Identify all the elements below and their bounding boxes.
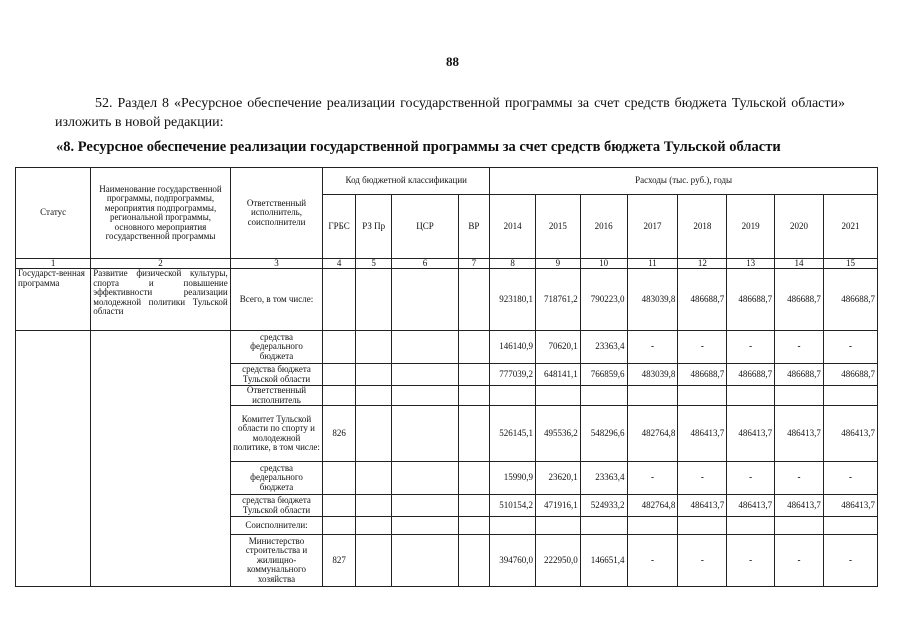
code-cell bbox=[458, 462, 490, 495]
value-cell: 486413,7 bbox=[678, 406, 727, 462]
value-cell: 394760,0 bbox=[490, 535, 536, 587]
value-cell: 495536,2 bbox=[535, 406, 580, 462]
grbs-cell: 827 bbox=[323, 535, 356, 587]
grbs-cell: 826 bbox=[323, 406, 356, 462]
code-cell bbox=[355, 331, 392, 364]
value-cell: 15990,9 bbox=[490, 462, 536, 495]
value-cell: - bbox=[775, 331, 824, 364]
value-cell: 486688,7 bbox=[775, 269, 824, 331]
status-cell-empty bbox=[16, 331, 91, 587]
value-cell: - bbox=[678, 462, 727, 495]
column-number: 10 bbox=[580, 259, 627, 269]
value-cell bbox=[823, 517, 877, 535]
value-cell: - bbox=[727, 535, 775, 587]
value-cell bbox=[490, 517, 536, 535]
value-cell: 486688,7 bbox=[678, 364, 727, 386]
grbs-cell bbox=[323, 364, 356, 386]
value-cell: 486413,7 bbox=[678, 495, 727, 517]
value-cell: 486688,7 bbox=[775, 364, 824, 386]
value-cell: 486688,7 bbox=[678, 269, 727, 331]
header-vr: ВР bbox=[458, 195, 490, 259]
page-number: 88 bbox=[446, 54, 459, 69]
code-cell bbox=[392, 331, 458, 364]
value-cell: 486688,7 bbox=[727, 364, 775, 386]
value-cell bbox=[823, 386, 877, 406]
column-number-row bbox=[16, 259, 878, 269]
row-label: Всего, в том числе: bbox=[230, 269, 323, 331]
code-cell bbox=[392, 364, 458, 386]
grbs-cell bbox=[323, 386, 356, 406]
value-cell bbox=[727, 517, 775, 535]
code-cell bbox=[355, 517, 392, 535]
value-cell: 146140,9 bbox=[490, 331, 536, 364]
code-cell bbox=[355, 535, 392, 587]
value-cell: 146651,4 bbox=[580, 535, 627, 587]
table-body bbox=[16, 269, 878, 587]
grbs-cell bbox=[323, 269, 356, 331]
column-number: 6 bbox=[392, 259, 458, 269]
section-heading: «8. Ресурсное обеспечение реализации государственной программы за счет средств бюджета Тульской области bbox=[56, 139, 781, 155]
value-cell: - bbox=[727, 462, 775, 495]
value-cell: - bbox=[823, 535, 877, 587]
header-year: 2014 bbox=[490, 195, 536, 259]
value-cell: 486688,7 bbox=[823, 269, 877, 331]
code-cell bbox=[392, 495, 458, 517]
code-cell bbox=[355, 462, 392, 495]
code-cell bbox=[458, 386, 490, 406]
value-cell: 526145,1 bbox=[490, 406, 536, 462]
value-cell bbox=[580, 386, 627, 406]
header-year: 2016 bbox=[580, 195, 627, 259]
column-number: 8 bbox=[490, 259, 536, 269]
value-cell: 486413,7 bbox=[727, 406, 775, 462]
code-cell bbox=[458, 406, 490, 462]
code-cell bbox=[392, 535, 458, 587]
header-budget-code: Код бюджетной классификации bbox=[323, 168, 490, 195]
table-row bbox=[16, 331, 878, 364]
column-number: 12 bbox=[678, 259, 727, 269]
code-cell bbox=[458, 269, 490, 331]
value-cell: 486413,7 bbox=[823, 495, 877, 517]
program-name-cell-empty bbox=[91, 331, 230, 587]
value-cell bbox=[678, 517, 727, 535]
code-cell bbox=[392, 269, 458, 331]
column-number: 4 bbox=[323, 259, 356, 269]
value-cell: 486413,7 bbox=[823, 406, 877, 462]
header-year: 2015 bbox=[535, 195, 580, 259]
value-cell: - bbox=[823, 462, 877, 495]
value-cell: 486413,7 bbox=[775, 406, 824, 462]
value-cell: 483039,8 bbox=[627, 269, 678, 331]
header-year: 2017 bbox=[627, 195, 678, 259]
value-cell: 790223,0 bbox=[580, 269, 627, 331]
value-cell: 70620,1 bbox=[535, 331, 580, 364]
grbs-cell bbox=[323, 462, 356, 495]
value-cell: - bbox=[823, 331, 877, 364]
value-cell: 648141,1 bbox=[535, 364, 580, 386]
value-cell bbox=[775, 517, 824, 535]
value-cell: 524933,2 bbox=[580, 495, 627, 517]
value-cell bbox=[490, 386, 536, 406]
header-year: 2020 bbox=[775, 195, 824, 259]
value-cell: 718761,2 bbox=[535, 269, 580, 331]
column-number: 2 bbox=[91, 259, 230, 269]
code-cell bbox=[458, 364, 490, 386]
header-year: 2021 bbox=[823, 195, 877, 259]
header-responsible: Ответственный исполнитель, соисполнители bbox=[230, 168, 323, 259]
column-number: 11 bbox=[627, 259, 678, 269]
value-cell: 23363,4 bbox=[580, 331, 627, 364]
column-number: 15 bbox=[823, 259, 877, 269]
value-cell: 510154,2 bbox=[490, 495, 536, 517]
status-cell: Государст-венная программа bbox=[16, 269, 91, 331]
grbs-cell bbox=[323, 495, 356, 517]
program-name-cell: Развитие физической культуры, спорта и повышение эффективности реализации молодежной политики Тульской области bbox=[91, 269, 230, 331]
value-cell: 486688,7 bbox=[727, 269, 775, 331]
column-number: 1 bbox=[16, 259, 91, 269]
header-status: Статус bbox=[16, 168, 91, 259]
value-cell: - bbox=[775, 535, 824, 587]
header-rzpr: РЗ Пр bbox=[355, 195, 392, 259]
code-cell bbox=[458, 517, 490, 535]
row-label: средства бюджета Тульской области bbox=[230, 495, 323, 517]
code-cell bbox=[355, 269, 392, 331]
header-expenses: Расходы (тыс. руб.), годы bbox=[490, 168, 878, 195]
value-cell: 23620,1 bbox=[535, 462, 580, 495]
code-cell bbox=[458, 535, 490, 587]
value-cell bbox=[627, 386, 678, 406]
code-cell bbox=[355, 364, 392, 386]
code-cell bbox=[392, 406, 458, 462]
value-cell bbox=[580, 517, 627, 535]
intro-paragraph: 52. Раздел 8 «Ресурсное обеспечение реализации государственной программы за счет средств бюджета Тульской области» изложить в новой редакции: bbox=[55, 96, 845, 130]
header-year: 2018 bbox=[678, 195, 727, 259]
table-row bbox=[16, 269, 878, 331]
value-cell: 482764,8 bbox=[627, 406, 678, 462]
value-cell: 483039,8 bbox=[627, 364, 678, 386]
grbs-cell bbox=[323, 517, 356, 535]
value-cell: - bbox=[775, 462, 824, 495]
value-cell bbox=[678, 386, 727, 406]
value-cell: 486688,7 bbox=[823, 364, 877, 386]
budget-table bbox=[15, 167, 878, 587]
code-cell bbox=[355, 386, 392, 406]
column-number: 9 bbox=[535, 259, 580, 269]
code-cell bbox=[392, 462, 458, 495]
value-cell: 548296,6 bbox=[580, 406, 627, 462]
header-name: Наименование государственной программы, подпрограммы, мероприятия подпрограммы, региональной программы, основного мероприятия государственной программы bbox=[91, 168, 230, 259]
header-year: 2019 bbox=[727, 195, 775, 259]
value-cell: - bbox=[627, 462, 678, 495]
code-cell bbox=[355, 495, 392, 517]
row-label: Соисполнители: bbox=[230, 517, 323, 535]
row-label: средства бюджета Тульской области bbox=[230, 364, 323, 386]
row-label: Ответственный исполнитель bbox=[230, 386, 323, 406]
row-label: средства федерального бюджета bbox=[230, 462, 323, 495]
value-cell: 222950,0 bbox=[535, 535, 580, 587]
value-cell: 923180,1 bbox=[490, 269, 536, 331]
value-cell: 766859,6 bbox=[580, 364, 627, 386]
value-cell bbox=[727, 386, 775, 406]
column-number: 7 bbox=[458, 259, 490, 269]
code-cell bbox=[392, 386, 458, 406]
value-cell bbox=[775, 386, 824, 406]
value-cell: 486413,7 bbox=[775, 495, 824, 517]
column-number: 13 bbox=[727, 259, 775, 269]
value-cell: 777039,2 bbox=[490, 364, 536, 386]
row-label: средства федерального бюджета bbox=[230, 331, 323, 364]
value-cell bbox=[627, 517, 678, 535]
code-cell bbox=[458, 331, 490, 364]
row-label: Комитет Тульской области по спорту и молодежной политике, в том числе: bbox=[230, 406, 323, 462]
value-cell: 482764,8 bbox=[627, 495, 678, 517]
column-number: 5 bbox=[355, 259, 392, 269]
column-number: 14 bbox=[775, 259, 824, 269]
value-cell bbox=[535, 517, 580, 535]
grbs-cell bbox=[323, 331, 356, 364]
row-label: Министерство строительства и жилищно-коммунального хозяйства bbox=[230, 535, 323, 587]
value-cell: - bbox=[678, 535, 727, 587]
value-cell: - bbox=[678, 331, 727, 364]
value-cell: - bbox=[627, 535, 678, 587]
value-cell: 471916,1 bbox=[535, 495, 580, 517]
value-cell: - bbox=[627, 331, 678, 364]
code-cell bbox=[355, 406, 392, 462]
value-cell: - bbox=[727, 331, 775, 364]
code-cell bbox=[458, 495, 490, 517]
header-row-1 bbox=[16, 168, 878, 195]
value-cell: 23363,4 bbox=[580, 462, 627, 495]
header-csr: ЦСР bbox=[392, 195, 458, 259]
column-number: 3 bbox=[230, 259, 323, 269]
value-cell: 486413,7 bbox=[727, 495, 775, 517]
header-grbs: ГРБС bbox=[323, 195, 356, 259]
code-cell bbox=[392, 517, 458, 535]
value-cell bbox=[535, 386, 580, 406]
